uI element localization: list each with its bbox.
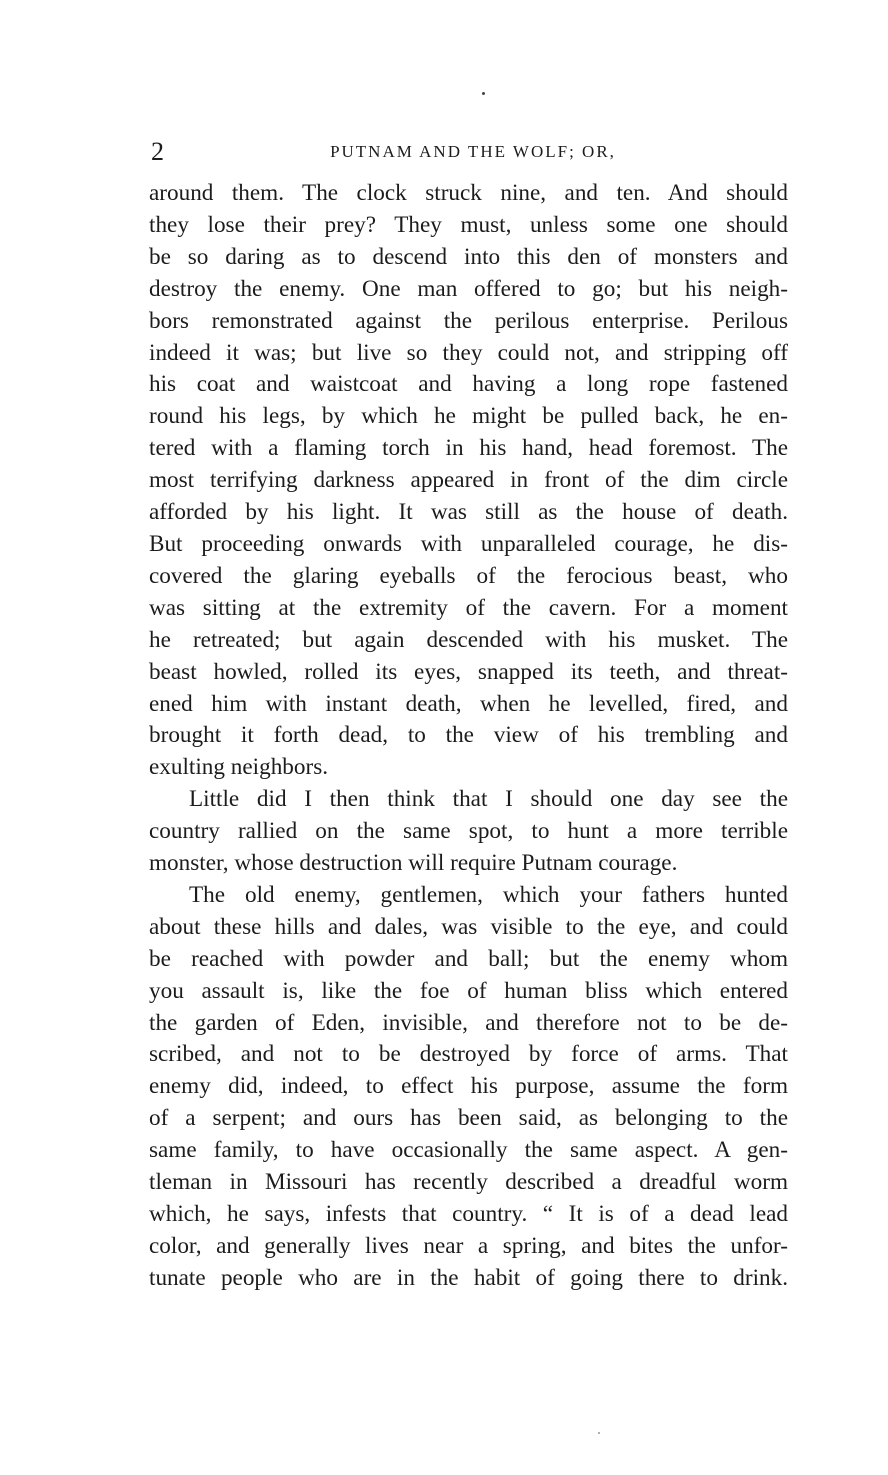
text-line: around them. The clock struck nine, and ten. And should — [149, 180, 788, 206]
text-line: be reached with powder and ball; but the enemy whom — [149, 945, 788, 972]
text-line: The old enemy, gentlemen, which your fathers hunted — [189, 881, 788, 908]
page-header — [148, 137, 788, 167]
text-line: round his legs, by which he might be pulled back, he en- — [149, 403, 788, 430]
text-line: afforded by his light. It was still as the house of death. — [149, 499, 788, 526]
text-line: be so daring as to descend into this den of monsters and — [149, 243, 788, 270]
text-line: the garden of Eden, invisible, and therefore not to be de- — [149, 1009, 788, 1036]
text-line: indeed it was; but live so they could not, and stripping off — [149, 339, 788, 366]
text-line: beast howled, rolled its eyes, snapped its teeth, and threat- — [149, 658, 788, 685]
text-line: destroy the enemy. One man offered to go; but his neigh- — [149, 275, 788, 302]
text-line: about these hills and dales, was visible to the eye, and could — [149, 913, 788, 940]
text-line: brought it forth dead, to the view of his trembling and — [149, 722, 788, 749]
text-line: of a serpent; and ours has been said, as belonging to the — [149, 1105, 788, 1132]
page-number: 2 — [151, 137, 164, 166]
body-text — [149, 178, 788, 1295]
text-line: ened him with instant death, when he levelled, fired, and — [149, 690, 788, 717]
text-line: was sitting at the extremity of the cavern. For a moment — [149, 594, 788, 621]
text-line: his coat and waistcoat and having a long rope fastened — [149, 371, 788, 398]
text-line: monster, whose destruction will require Putnam courage. — [149, 850, 678, 877]
running-head: PUTNAM AND THE WOLF; OR, — [330, 142, 616, 161]
text-line: same family, to have occasionally the same aspect. A gen- — [149, 1137, 788, 1164]
text-line: But proceeding onwards with unparalleled courage, he dis- — [149, 530, 788, 557]
text-line: he retreated; but again descended with his musket. The — [149, 626, 788, 653]
text-line: Little did I then think that I should one day see the — [189, 786, 788, 813]
text-line: most terrifying darkness appeared in front of the dim circle — [149, 467, 788, 494]
ink-speck — [482, 92, 485, 95]
text-line: exulting neighbors. — [149, 754, 329, 781]
text-line: which, he says, infests that country. “ It is of a dead lead — [149, 1201, 788, 1227]
ink-speck — [598, 1432, 600, 1434]
text-line: you assault is, like the foe of human bliss which entered — [149, 977, 788, 1004]
text-line: bors remonstrated against the perilous enterprise. Perilous — [149, 307, 788, 334]
text-line: tleman in Missouri has recently described a dreadful worm — [149, 1169, 788, 1196]
text-line: covered the glaring eyeballs of the ferocious beast, who — [149, 562, 788, 589]
text-line: they lose their prey? They must, unless some one should — [149, 211, 788, 238]
text-line: country rallied on the same spot, to hunt a more terrible — [149, 818, 788, 845]
text-line: tered with a flaming torch in his hand, head foremost. The — [149, 435, 788, 462]
text-line: color, and generally lives near a spring, and bites the unfor- — [149, 1232, 788, 1259]
text-line: enemy did, indeed, to effect his purpose, assume the form — [149, 1073, 788, 1100]
text-line: tunate people who are in the habit of going there to drink. — [149, 1264, 788, 1291]
text-line: scribed, and not to be destroyed by force of arms. That — [149, 1041, 788, 1068]
